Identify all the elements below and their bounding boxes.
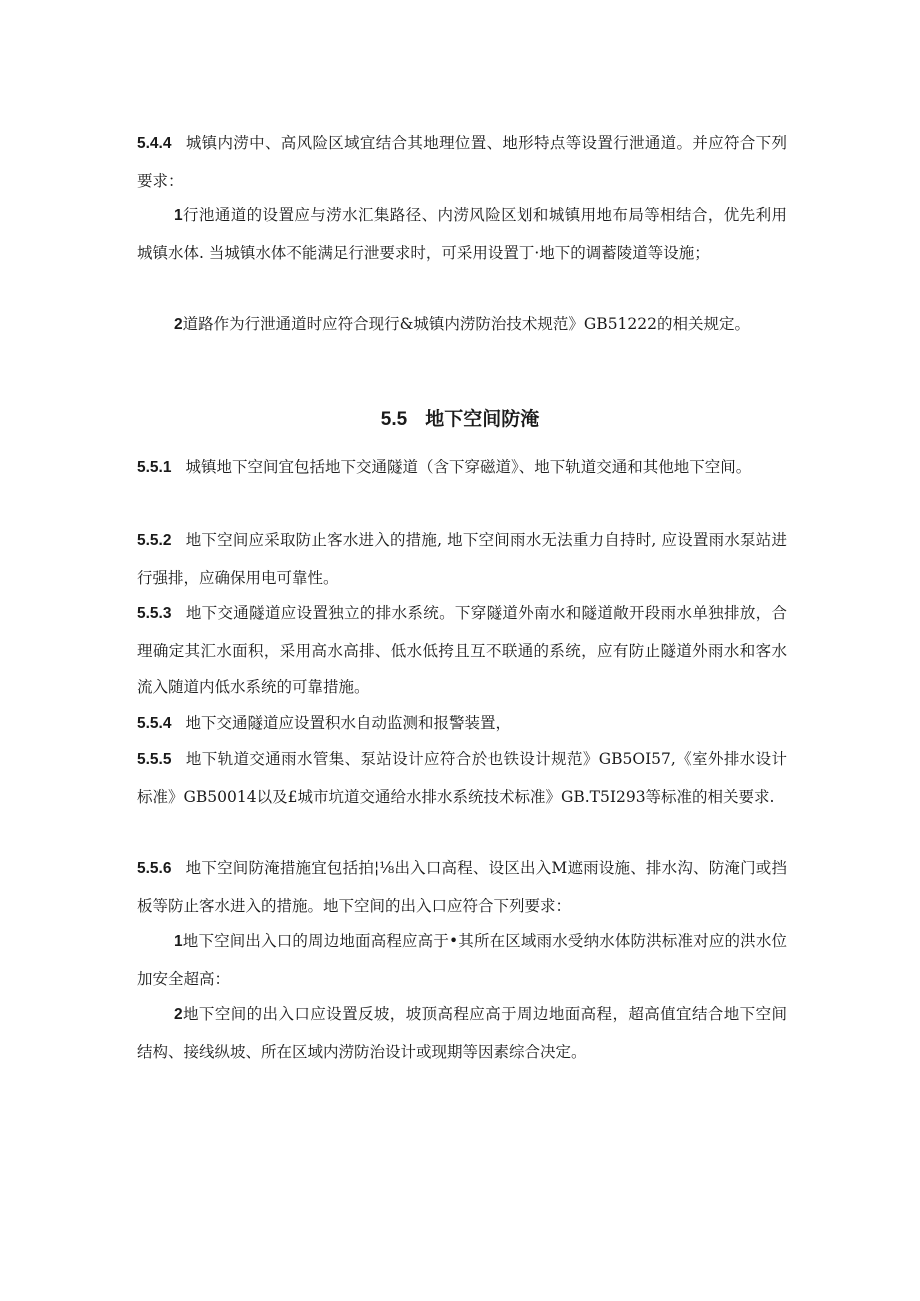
section-title: 地下空间防淹 [425, 408, 540, 430]
clause-5-4-4 [137, 125, 787, 199]
item-number: 1 [174, 207, 183, 224]
item-text: 地下空间出入口的周边地面高程应高于•其所在区域雨水受纳水体防洪标准对应的洪水位加安全超高： [137, 932, 787, 988]
clause-number: 5.5.1 [137, 459, 172, 476]
clause-text: 地下交通隧道应设置积水自动监测和报警装置， [185, 714, 511, 732]
clause-5-5-6 [137, 850, 787, 924]
clause-5-4-4-item-2 [137, 306, 787, 344]
item-number: 2 [174, 1006, 183, 1023]
clause-5-5-4 [137, 705, 787, 743]
item-number: 2 [174, 316, 183, 333]
clause-text: 城镇内涝中、高风险区域宜结合其地理位置、地形特点等设置行泄通道。并应符合下列要求： [137, 134, 787, 190]
clause-5-5-5 [137, 741, 787, 815]
clause-5-5-2 [137, 522, 787, 596]
item-text: 行池通道的设置应与涝水汇集路径、内涝风险区划和城镇用地布局等相结合，优先利用城镇水体. 当城镇水体不能满足行泄要求时，可采用设置丁·地下的调蓄陵道等设施； [137, 206, 787, 262]
clause-5-4-4-item-1 [137, 197, 787, 271]
item-text: 地下空间的出入口应设置反坡，坡顶高程应高于周边地面高程，超高值宜结合地下空间结构、接线纵坡、所在区域内涝防治设计或现期等因素综合决定。 [137, 1005, 787, 1061]
clause-text: 地下轨道交通雨水管集、泵站设计应符合於也铁设计规范》GB5OI57,《室外排水设计标准》GB50014以及£城市坑道交通给水排水系统技术标准》GB.T5I293等标准的相关要求. [137, 750, 787, 806]
clause-text: 地下空间防淹措施宜包括拍¦⅛出入口高程、设区出入M遮雨设施、排水沟、防淹门或挡板等防止客水进入的措施。地下空间的出入口应符合下列要求： [137, 859, 787, 915]
clause-text: 地下交通隧道应设置独立的排水系统。下穿隧道外南水和隧道敞开段雨水单独排放，合理确定其汇水面积，采用高水高排、低水低挎且互不联通的系统，应有防止隧道外雨水和客水流入随道内低水系统的可靠措施。 [137, 604, 787, 696]
clause-number: 5.5.6 [137, 860, 172, 877]
clause-text: 地下空间应采取防止客水进入的措施, 地下空间雨水无法重力自持时, 应设置雨水泵站进行强排，应确保用电可靠性。 [137, 531, 787, 587]
clause-5-5-6-item-1 [137, 923, 787, 997]
clause-number: 5.5.4 [137, 715, 172, 732]
clause-5-5-6-item-2 [137, 996, 787, 1070]
clause-number: 5.4.4 [137, 135, 172, 152]
clause-number: 5.5.2 [137, 532, 172, 549]
clause-number: 5.5.5 [137, 751, 172, 768]
item-number: 1 [174, 933, 183, 950]
clause-5-5-3 [137, 595, 787, 706]
section-heading [0, 403, 920, 436]
clause-text: 城镇地下空间宜包括地下交通隧道（含下穿磁道》、地下轨道交通和其他地下空间。 [185, 458, 752, 476]
clause-number: 5.5.3 [137, 605, 172, 622]
clause-5-5-1 [137, 449, 787, 487]
item-text: 道路作为行泄通道时应符合现行&城镇内涝防治技术规范》GB51222的相关规定。 [182, 315, 751, 333]
section-number: 5.5 [380, 409, 408, 430]
